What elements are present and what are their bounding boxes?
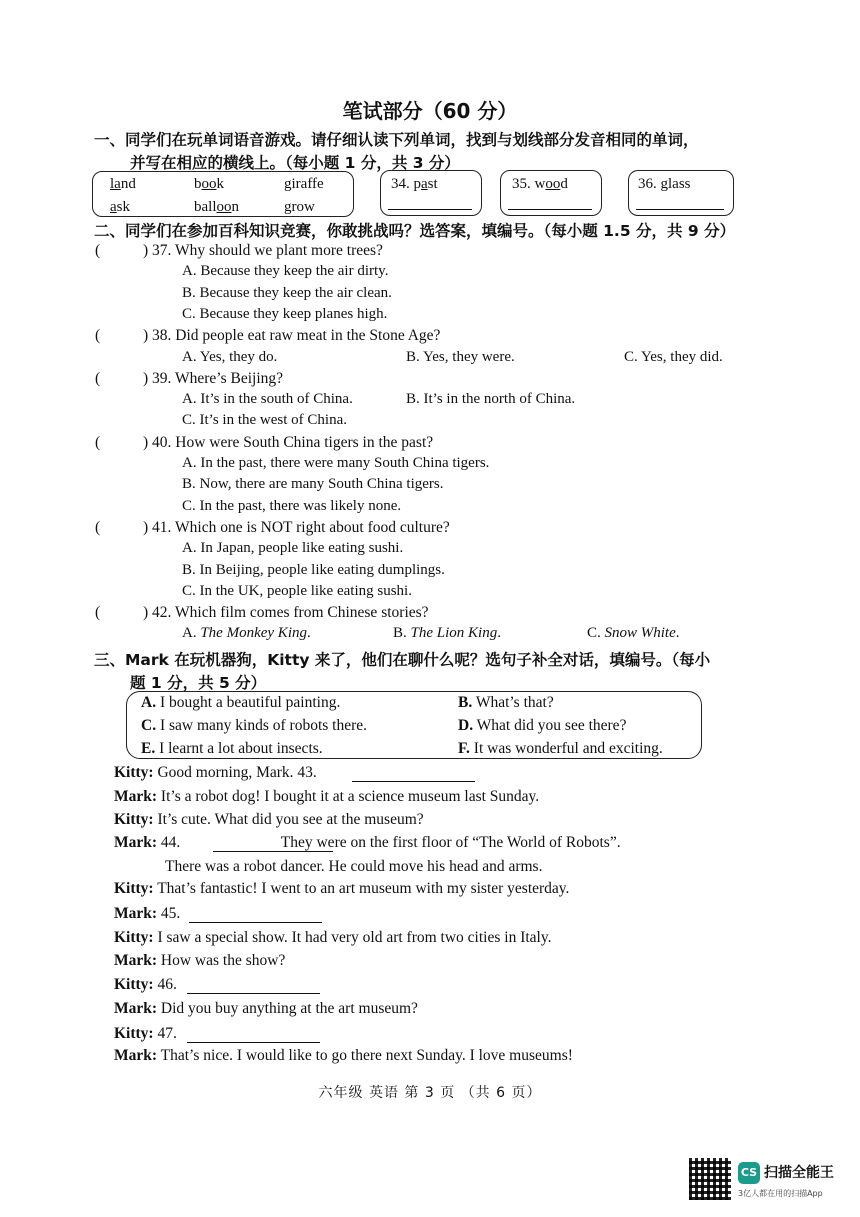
answer-paren-open[interactable]: ( [95, 433, 101, 451]
section3-instruction-line1: 三、Mark 在玩机器狗，Kitty 来了，他们在聊什么呢？选句子补全对话，填编号。（每小 [94, 651, 711, 669]
word-bank-item [110, 176, 136, 193]
answer-line-35[interactable] [508, 209, 592, 210]
dialogue-line [114, 764, 317, 782]
word-bank-item [110, 199, 130, 216]
choice-text: What’s that? [472, 694, 554, 711]
page-title: 笔试部分（60 分） [342, 99, 518, 123]
question-38: ) 38. Did people eat raw meat in the Stone Age? [143, 327, 441, 345]
dialogue-line [114, 811, 424, 829]
dialogue-text: How was the show? [157, 952, 286, 969]
dialogue-text: That’s nice. I would like to go there next Sunday. I love museums! [157, 1047, 573, 1064]
dialogue-line [114, 952, 285, 970]
choice-text: It was wonderful and exciting. [469, 740, 663, 757]
dialogue-line [114, 1025, 177, 1043]
section1-instruction-line1: 一、同学们在玩单词语音游戏。请仔细认读下列单词，找到与划线部分发音相同的单词， [94, 131, 699, 149]
word-underlined-part: g [284, 199, 292, 215]
word-suffix: k [216, 176, 224, 192]
option[interactable]: A. In Japan, people like eating sushi. [182, 540, 404, 557]
dialogue-line [114, 788, 539, 806]
speaker-name: Kitty: [114, 764, 154, 781]
word-prefix: 34. p [391, 176, 421, 192]
answer-blank-45[interactable] [189, 922, 322, 923]
speaker-name: Mark: [114, 788, 158, 805]
dialogue-line [114, 880, 569, 898]
speaker-name: Mark: [114, 952, 158, 969]
option[interactable]: A. In the past, there were many South China tigers. [182, 455, 490, 471]
speaker-name: Mark: [114, 1000, 158, 1017]
speaker-name: Kitty: [114, 1025, 154, 1042]
choice-b [458, 694, 554, 712]
dialogue-line [165, 858, 542, 876]
camscanner-tagline: 3亿人都在用的扫描App [738, 1189, 823, 1198]
word-suffix: n [231, 199, 239, 215]
dialogue-text: 46. [153, 976, 177, 993]
word-underlined-part: g [660, 176, 668, 192]
answer-word-34 [391, 176, 438, 193]
dialogue-line [114, 1000, 418, 1018]
speaker-name: Kitty: [114, 929, 154, 946]
word-bank-item [284, 176, 324, 193]
dialogue-text: I saw a special show. It had very old art from two cities in Italy. [153, 929, 552, 946]
option[interactable]: C. In the UK, people like eating sushi. [182, 582, 412, 599]
dialogue-line [114, 976, 177, 994]
answer-line-34[interactable] [388, 209, 472, 210]
word-bank-item [194, 176, 224, 193]
option[interactable]: A. Yes, they do. [182, 348, 278, 365]
answer-blank-47[interactable] [187, 1042, 320, 1043]
word-suffix: sk [116, 199, 131, 215]
option[interactable] [393, 625, 501, 642]
section2-instruction: 二、同学们在参加百科知识竞赛，你敢挑战吗？选答案，填编号。（每小题 1.5 分，共 9 分） [94, 222, 736, 240]
choice-letter: F. [458, 740, 470, 757]
word-bank-item [194, 199, 239, 216]
option[interactable]: A. Because they keep the air dirty. [182, 263, 389, 280]
question-37: ) 37. Why should we plant more trees? [143, 242, 383, 259]
word-suffix: d [560, 176, 568, 192]
answer-blank-44[interactable] [213, 851, 333, 852]
dialogue-text: That’s fantastic! I went to an art museum with my sister yesterday. [153, 880, 570, 897]
dialogue-text: 45. [157, 905, 181, 922]
word-underlined-part: oo [201, 176, 217, 192]
camscanner-name: 扫描全能王 [764, 1165, 834, 1181]
film-title: Snow White [604, 625, 676, 642]
question-40: ) 40. How were South China tigers in the past? [143, 433, 434, 451]
word-underlined-part: oo [216, 199, 232, 215]
section3-instruction-line2: 题 1 分，共 5 分） [130, 674, 267, 692]
speaker-name: Mark: [114, 834, 158, 851]
choice-a [141, 694, 340, 712]
answer-paren-open[interactable]: ( [95, 369, 101, 387]
word-suffix: row [291, 199, 315, 215]
word-suffix: iraffe [291, 176, 324, 192]
option-letter: C. [587, 625, 605, 642]
film-title: The Lion King [410, 625, 498, 642]
choice-letter: A. [141, 694, 157, 711]
answer-word-35 [512, 176, 568, 193]
question-39: ) 39. Where’s Beijing? [143, 369, 284, 387]
word-bank-item [284, 199, 315, 216]
choice-letter: E. [141, 740, 156, 757]
option[interactable]: A. It’s in the south of China. [182, 391, 353, 408]
option-end: . [497, 625, 501, 642]
option[interactable]: B. Yes, they were. [406, 348, 515, 365]
dialogue-line [114, 1047, 573, 1065]
choice-letter: C. [141, 717, 157, 734]
option[interactable]: C. Because they keep planes high. [182, 305, 388, 322]
word-suffix: st [427, 176, 438, 192]
choice-letter: D. [458, 717, 474, 734]
choice-letter: B. [458, 694, 473, 711]
choice-e [141, 740, 323, 758]
choice-text: I learnt a lot about insects. [155, 740, 323, 757]
answer-paren-open[interactable]: ( [95, 604, 101, 622]
question-41: ) 41. Which one is NOT right about food culture? [143, 518, 450, 536]
word-suffix: nd [120, 176, 136, 192]
word-underlined-part: la [110, 176, 121, 192]
answer-paren-open[interactable]: ( [95, 518, 101, 536]
option[interactable]: B. It’s in the north of China. [406, 391, 576, 408]
speaker-name: Kitty: [114, 811, 154, 828]
word-prefix: 36. [638, 176, 661, 192]
dialogue-text: It’s a robot dog! I bought it at a science museum last Sunday. [157, 788, 540, 805]
choice-c [141, 717, 367, 735]
section1-instruction-line2: 并写在相应的横线上。（每小题 1 分，共 3 分） [130, 154, 460, 172]
dialogue-line [114, 905, 180, 923]
option[interactable] [587, 625, 680, 642]
camscanner-logo-icon: CS [738, 1162, 760, 1184]
option[interactable]: C. In the past, there was likely none. [182, 497, 402, 514]
answer-line-36[interactable] [636, 209, 724, 210]
option[interactable]: C. Yes, they did. [624, 348, 723, 365]
answer-paren-open[interactable]: ( [95, 327, 101, 345]
speaker-name: Kitty: [114, 880, 154, 897]
option-end: . [306, 625, 311, 642]
answer-blank-46[interactable] [187, 993, 320, 994]
dialogue-text: There was a robot dancer. He could move his head and arms. [165, 858, 543, 875]
choice-text: I saw many kinds of robots there. [156, 717, 368, 734]
page-footer: 六年级 英语 第 3 页 （共 6 页） [318, 1085, 542, 1101]
speaker-name: Mark: [114, 905, 158, 922]
dialogue-text: 47. [153, 1025, 177, 1042]
dialogue-text: It’s cute. What did you see at the museum? [153, 811, 424, 828]
option-letter: B. [393, 625, 411, 642]
word-prefix: ball [194, 199, 217, 215]
dialogue-text: 44. They were on the first floor of “The World of Robots”. [157, 834, 621, 851]
word-underlined-part: a [110, 199, 117, 215]
word-prefix: b [194, 176, 202, 192]
film-title: The Monkey King [200, 625, 307, 642]
speaker-name: Kitty: [114, 976, 154, 993]
word-suffix: lass [668, 176, 691, 192]
answer-blank-43[interactable] [352, 781, 475, 782]
choice-d [458, 717, 626, 735]
option[interactable]: B. Now, there are many South China tigers. [182, 476, 444, 493]
qr-code-icon [689, 1158, 731, 1200]
option[interactable]: B. In Beijing, people like eating dumplings. [182, 561, 445, 578]
dialogue-text: Good morning, Mark. 43. [153, 764, 317, 781]
option-end: . [675, 625, 680, 642]
choice-f [458, 740, 663, 758]
option[interactable]: C. It’s in the west of China. [182, 412, 347, 429]
option[interactable]: B. Because they keep the air clean. [182, 284, 392, 301]
choice-text: I bought a beautiful painting. [156, 694, 341, 711]
word-underlined-part: oo [545, 176, 561, 192]
choice-text: What did you see there? [473, 717, 627, 734]
word-underlined-part: a [421, 176, 428, 192]
option[interactable] [182, 625, 311, 642]
question-42: ) 42. Which film comes from Chinese stories? [143, 604, 429, 622]
dialogue-text: Did you buy anything at the art museum? [157, 1000, 418, 1017]
dialogue-line [114, 929, 551, 947]
word-prefix: 35. w [512, 176, 546, 192]
word-underlined-part: g [284, 176, 292, 192]
answer-paren-open[interactable]: ( [95, 242, 101, 259]
dialogue-line [114, 834, 621, 852]
speaker-name: Mark: [114, 1047, 158, 1064]
option-letter: A. [182, 625, 201, 642]
answer-word-36 [638, 176, 691, 193]
